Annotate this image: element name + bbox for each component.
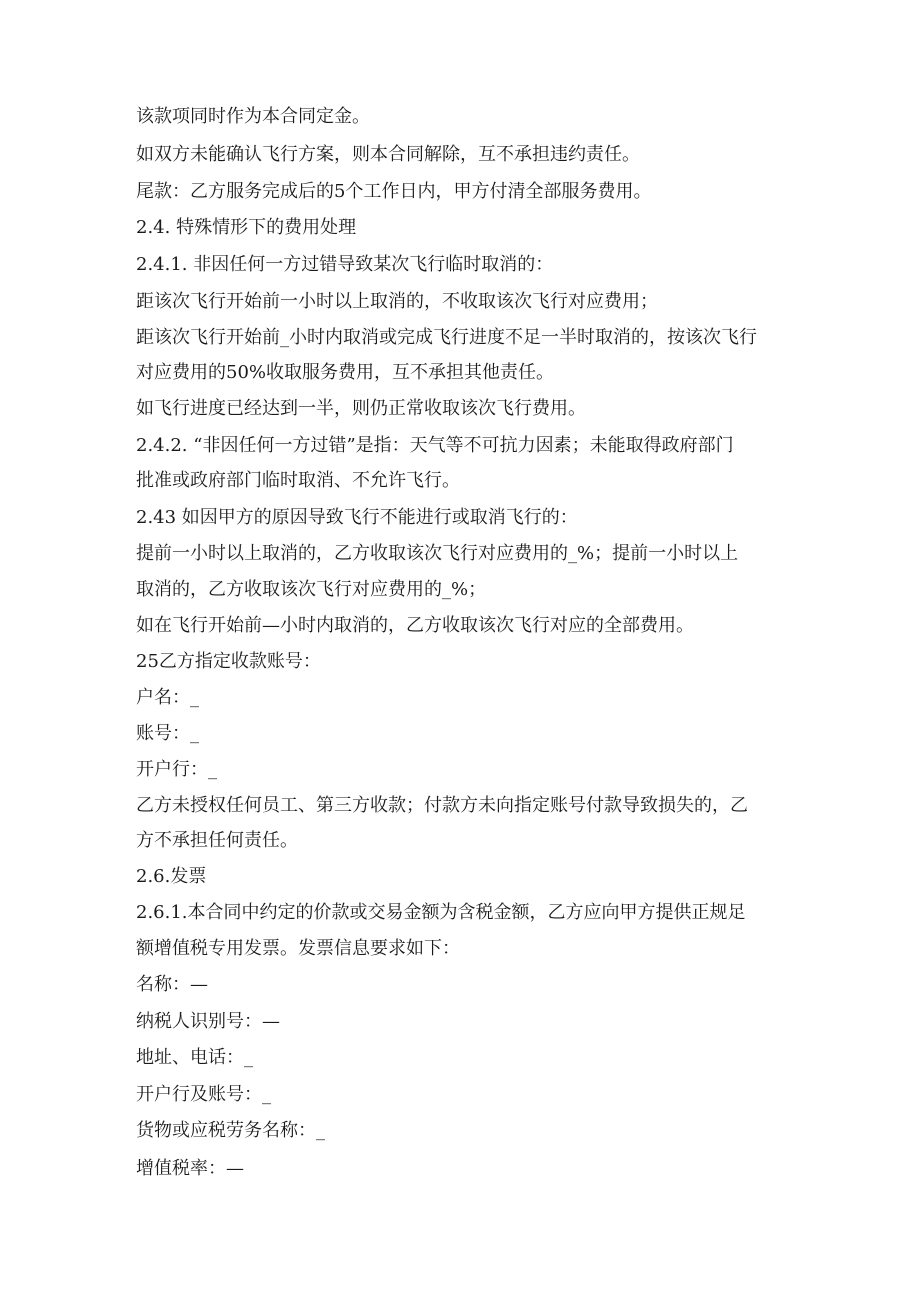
form-field-line: 户名：_ [136,687,199,708]
paragraph-line: 2.6.1.本合同中约定的价款或交易金额为含税金额，乙方应向甲方提供正规足 [136,902,746,923]
paragraph-line: 2.43 如因甲方的原因导致飞行不能进行或取消飞行的： [136,507,578,528]
paragraph-line: 该款项同时作为本合同定金。 [136,106,370,127]
form-field-line: 账号：_ [136,723,199,744]
paragraph-line: 距该次飞行开始前_小时内取消或完成飞行进度不足一半时取消的，按该次飞行 [136,327,757,348]
section-heading: 2.4. 特殊情形下的费用处理 [136,217,357,238]
paragraph-line: 2.4.2. “非因任何一方过错”是指：天气等不可抗力因素；未能取得政府部门 [136,435,734,456]
paragraph-line: 对应费用的50%收取服务费用，互不承担其他责任。 [136,362,555,383]
paragraph-line: 额增值税专用发票。发票信息要求如下： [136,938,460,959]
form-field-line: 地址、电话：_ [136,1047,253,1068]
form-field-line: 纳税人识别号：— [136,1011,280,1032]
section-heading: 25乙方指定收款账号： [136,651,321,672]
form-field-line: 开户行：_ [136,759,217,780]
form-field-line: 货物或应税劳务名称：_ [136,1120,325,1141]
paragraph-line: 乙方未授权任何员工、第三方收款；付款方未向指定账号付款导致损失的，乙 [136,795,748,816]
form-field-line: 开户行及账号：_ [136,1084,271,1105]
paragraph-line: 如在飞行开始前—小时内取消的，乙方收取该次飞行对应的全部费用。 [136,615,694,636]
paragraph-line: 如双方未能确认飞行方案，则本合同解除，互不承担违约责任。 [136,144,640,165]
paragraph-line: 2.4.1. 非因任何一方过错导致某次飞行临时取消的： [136,254,554,275]
form-field-line: 名称：— [136,974,208,995]
paragraph-line: 取消的，乙方收取该次飞行对应费用的_%； [136,579,487,600]
section-heading: 2.6.发票 [136,866,207,887]
paragraph-line: 批准或政府部门临时取消、不允许飞行。 [136,470,460,491]
paragraph-line: 如飞行进度已经达到一半，则仍正常收取该次飞行费用。 [136,398,586,419]
paragraph-line: 尾款：乙方服务完成后的5个工作日内，甲方付清全部服务费用。 [136,181,652,202]
paragraph-line: 方不承担任何责任。 [136,830,298,851]
paragraph-line: 提前一小时以上取消的，乙方收取该次飞行对应费用的_%；提前一小时以上 [136,543,739,564]
paragraph-line: 距该次飞行开始前一小时以上取消的，不收取该次飞行对应费用； [136,291,658,312]
form-field-line: 增值税率：— [136,1158,244,1179]
